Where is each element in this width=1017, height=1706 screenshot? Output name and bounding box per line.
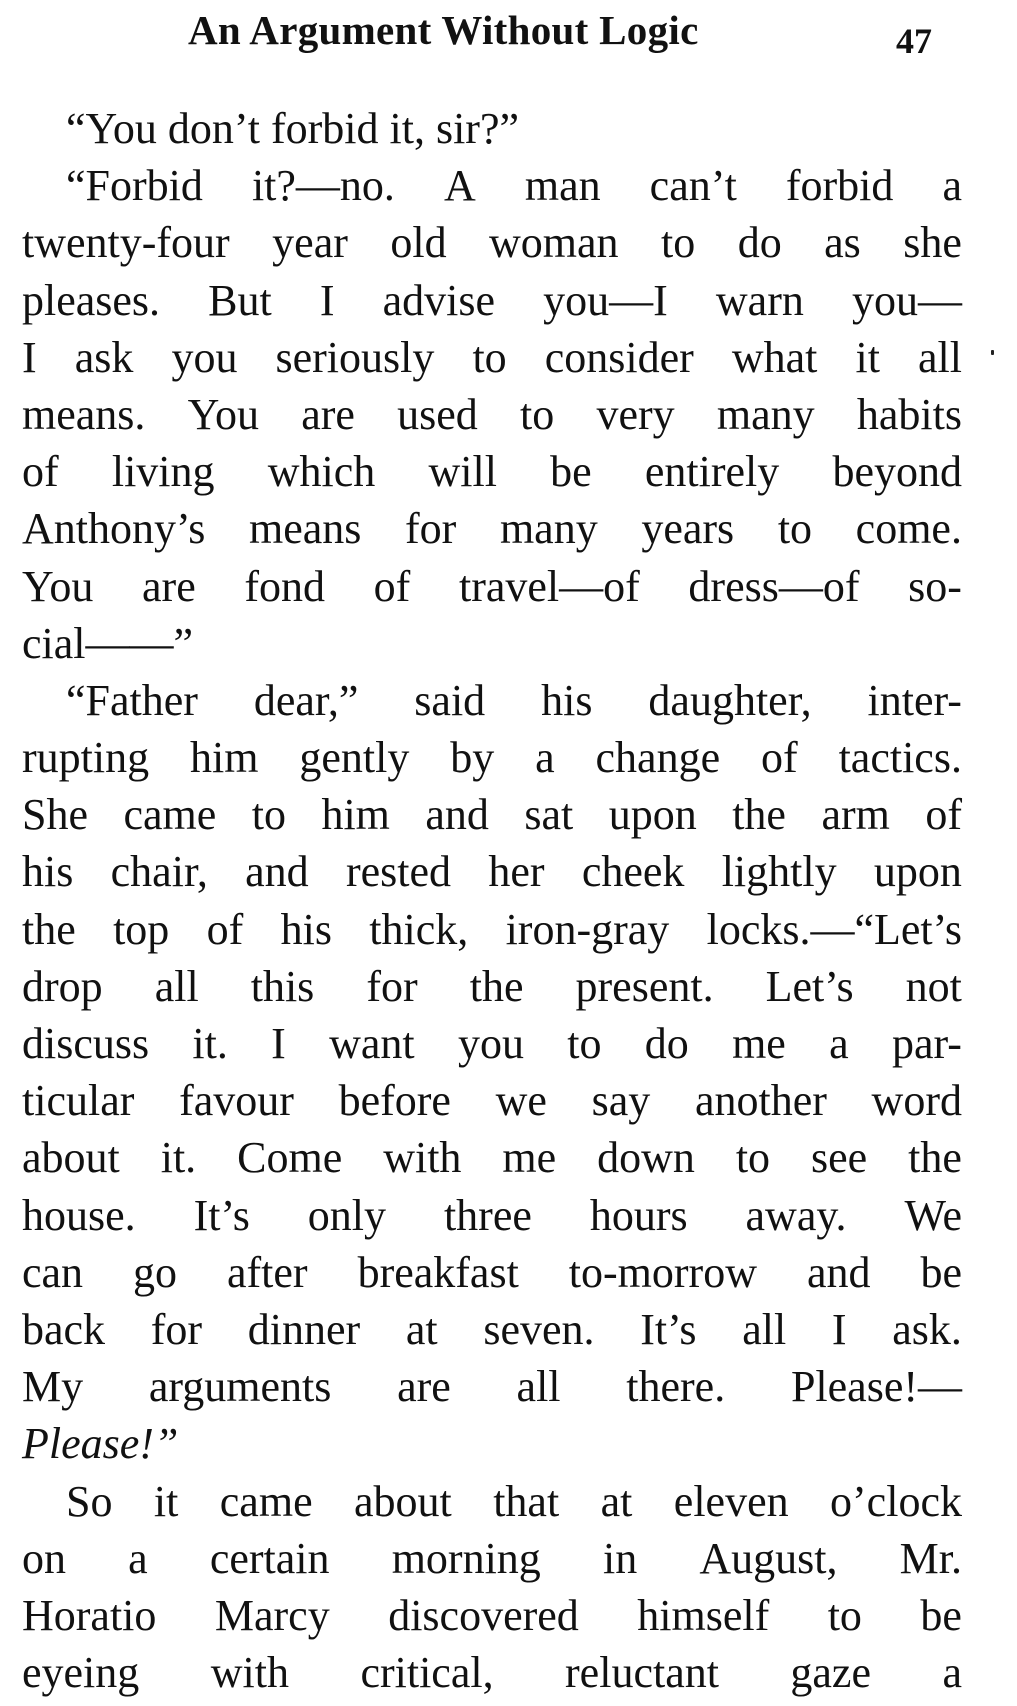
text-line: the top of his thick, iron-gray locks.—“Let’s — [22, 904, 962, 954]
text-line: “You don’t forbid it, sir?” — [66, 104, 520, 153]
text-line: I ask you seriously to consider what it all — [22, 332, 962, 382]
text-line: drop all this for the present. Let’s not — [22, 961, 962, 1011]
text-line: Anthony’s means for many years to come. — [22, 504, 962, 554]
text-line: on a certain morning in August, Mr. — [22, 1533, 962, 1583]
text-line: means. You are used to very many habits — [22, 389, 962, 439]
body-text — [22, 100, 962, 1701]
text-line: She came to him and sat upon the arm of — [22, 790, 962, 840]
text-line: eyeing with critical, reluctant gaze a — [22, 1648, 962, 1698]
text-line: house. It’s only three hours away. We — [22, 1190, 962, 1240]
text-line: Horatio Marcy discovered himself to be — [22, 1590, 962, 1640]
text-line: about it. Come with me down to see the — [22, 1133, 962, 1183]
text-line: So it came about that at eleven o’clock — [66, 1476, 962, 1526]
text-line: pleases. But I advise you—I warn you— — [22, 275, 962, 325]
text-line: “Father dear,” said his daughter, inter- — [66, 675, 962, 725]
text-line: discuss it. I want you to do me a par- — [22, 1019, 962, 1068]
margin-speck — [991, 350, 994, 355]
text-line: of living which will be entirely beyond — [22, 447, 962, 497]
text-line: My arguments are all there. Please!— — [22, 1362, 962, 1412]
page-number: 47 — [896, 21, 932, 61]
text-line: You are fond of travel—of dress—of so- — [22, 561, 962, 611]
text-line: cial——” — [22, 618, 194, 668]
text-line: Please!” — [22, 1419, 179, 1469]
text-line: back for dinner at seven. It’s all I ask. — [22, 1304, 962, 1354]
text-line: twenty-four year old woman to do as she — [22, 218, 962, 268]
text-line: rupting him gently by a change of tactics. — [22, 733, 962, 783]
text-line: his chair, and rested her cheek lightly upon — [22, 847, 962, 897]
text-line: “Forbid it?—no. A man can’t forbid a — [66, 161, 962, 211]
text-line: can go after breakfast to-morrow and be — [22, 1247, 962, 1297]
running-title: An Argument Without Logic — [188, 7, 699, 53]
text-line: ticular favour before we say another word — [22, 1076, 962, 1126]
